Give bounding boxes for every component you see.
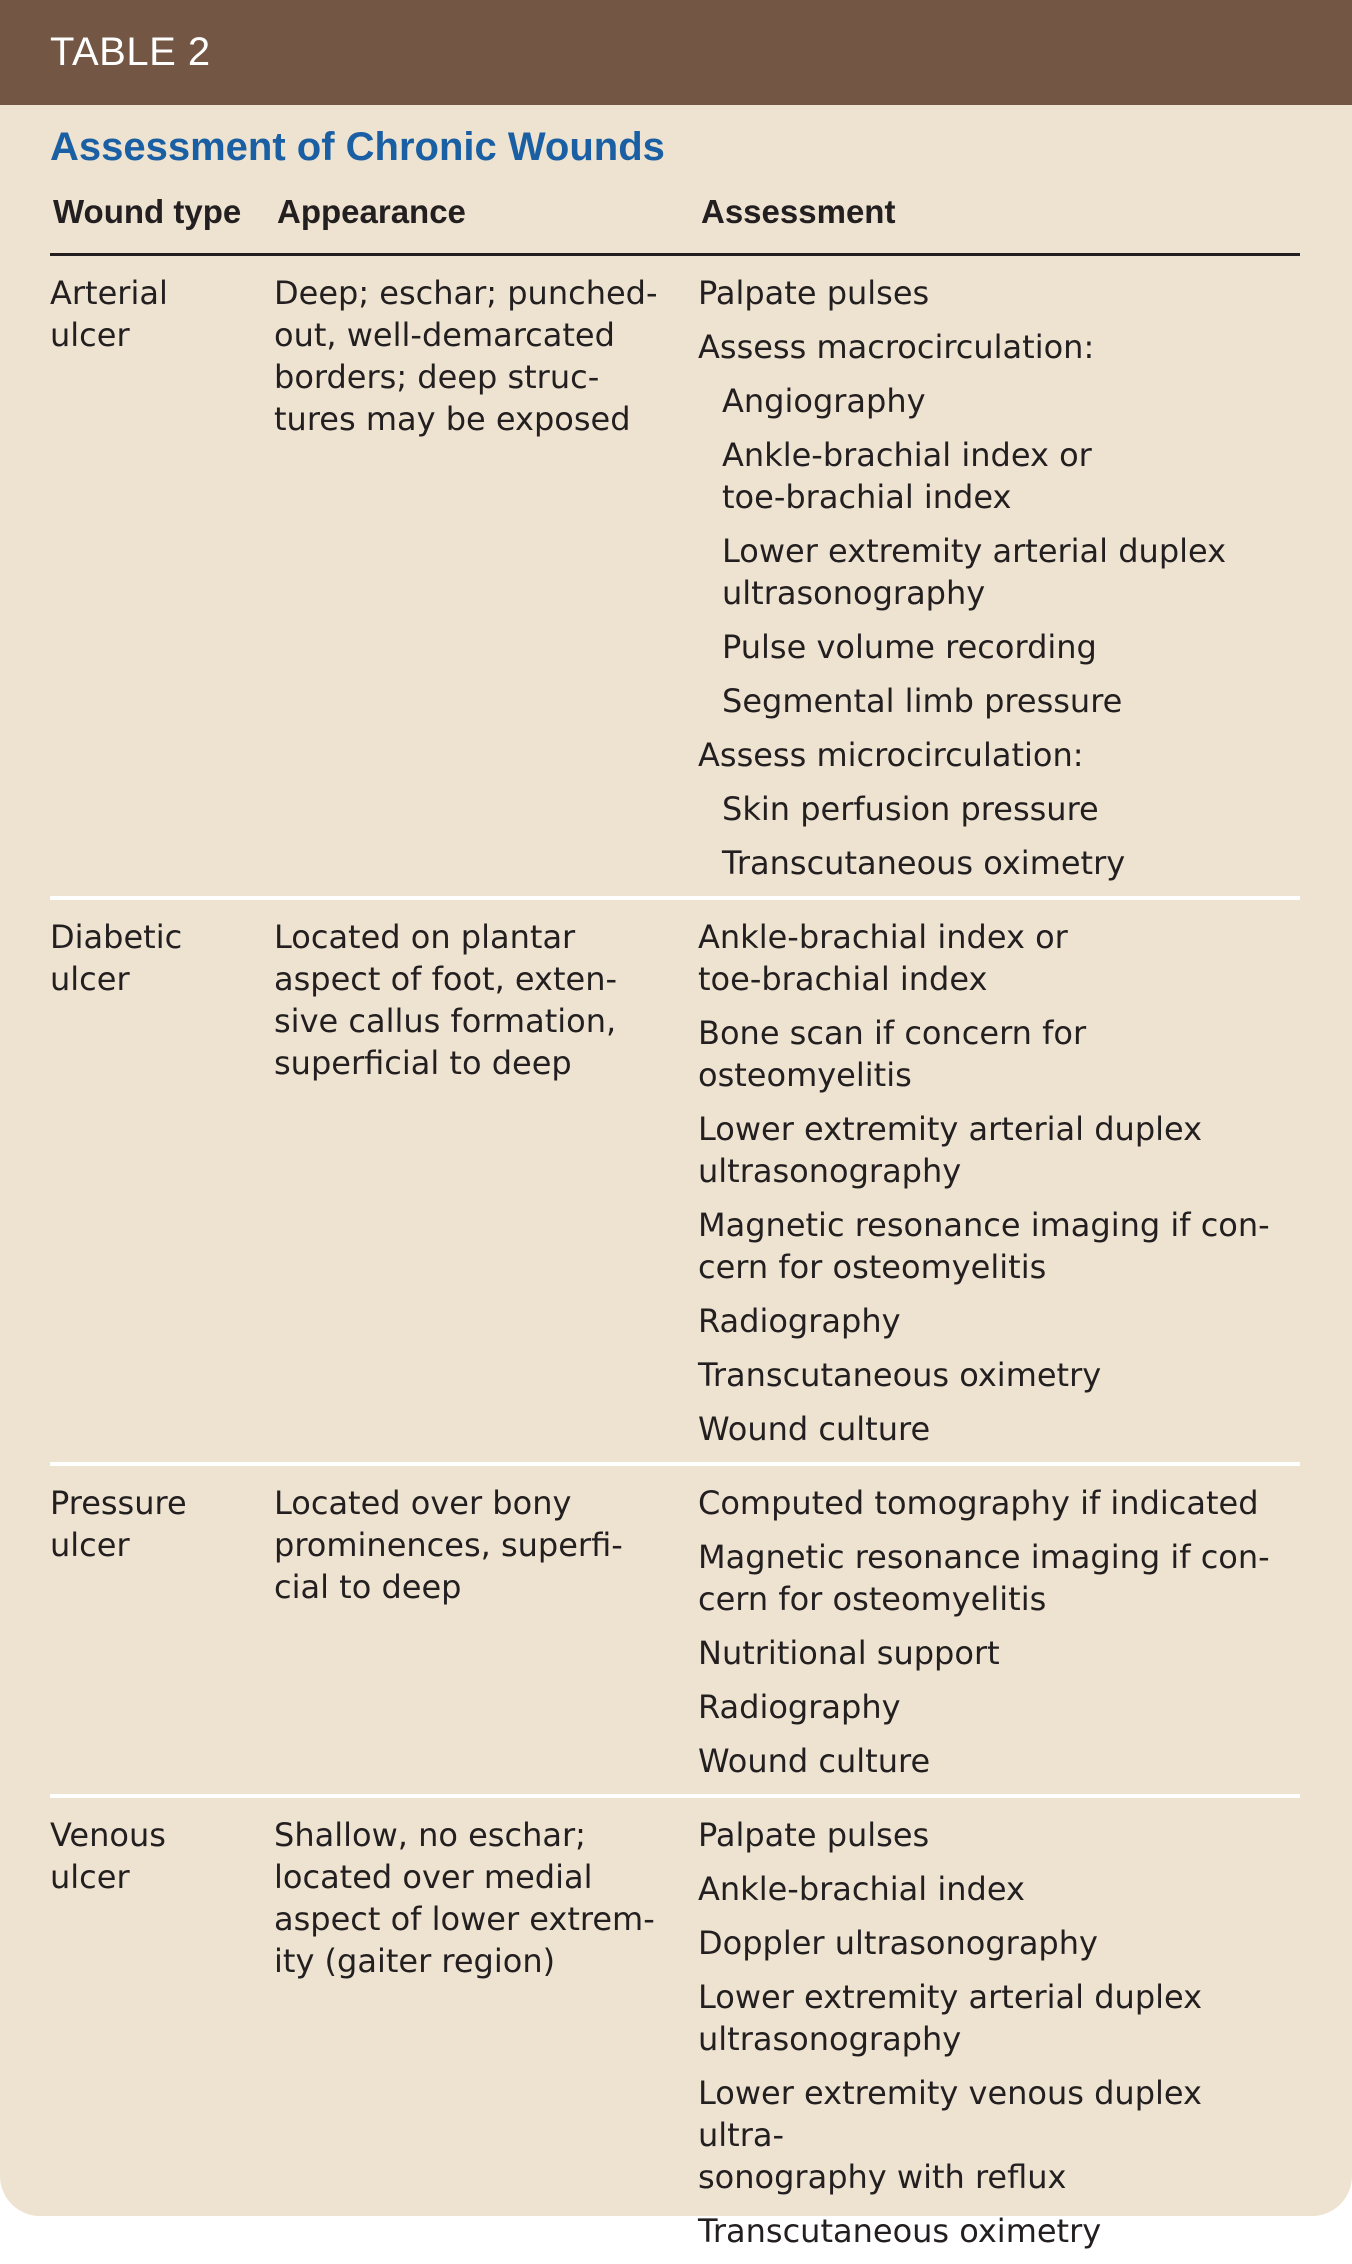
assessment-item: Lower extremity arterial duplex ultrasonography bbox=[698, 1110, 1203, 1190]
assessment-item: Lower extremity arterial duplex ultrasonography bbox=[698, 1978, 1203, 2058]
assessment-item: Magnetic resonance imaging if con- cern for osteomyelitis bbox=[698, 1538, 1270, 1618]
wound-type-cell: Arterial ulcer bbox=[50, 274, 168, 354]
table-title: Assessment of Chronic Wounds bbox=[50, 125, 665, 169]
wound-type-cell: Venous ulcer bbox=[50, 1816, 166, 1896]
assessment-item: Wound culture bbox=[698, 1742, 931, 1780]
assessment-item: Wound culture bbox=[698, 1410, 931, 1448]
column-header-wound-type: Wound type bbox=[53, 193, 242, 230]
assessment-item: Ankle-brachial index bbox=[698, 1870, 1025, 1908]
table-row bbox=[50, 896, 1300, 1462]
assessment-cell bbox=[698, 1482, 1298, 1782]
assessment-cell bbox=[698, 272, 1298, 884]
assessment-subitem: Skin perfusion pressure bbox=[722, 790, 1099, 828]
table-body bbox=[50, 256, 1300, 2264]
assessment-subitem: Pulse volume recording bbox=[722, 628, 1097, 666]
assessment-subitem: Segmental limb pressure bbox=[722, 682, 1123, 720]
table-header-bar bbox=[0, 0, 1352, 105]
assessment-item: Lower extremity venous duplex ultra- sonography with reflux bbox=[698, 2074, 1202, 2196]
assessment-item: Nutritional support bbox=[698, 1634, 1000, 1672]
table-row bbox=[50, 256, 1300, 896]
wound-type-cell: Diabetic ulcer bbox=[50, 918, 183, 998]
assessment-item: Magnetic resonance imaging if con- cern for osteomyelitis bbox=[698, 1206, 1270, 1286]
appearance-cell: Deep; eschar; punched- out, well-demarcated borders; deep struc- tures may be exposed bbox=[274, 274, 658, 438]
assessment-subitem: Transcutaneous oximetry bbox=[722, 844, 1126, 882]
assessment-item: Doppler ultrasonography bbox=[698, 1924, 1098, 1962]
assessment-item: Radiography bbox=[698, 1688, 901, 1726]
appearance-cell: Located over bony prominences, superfi- cial to deep bbox=[274, 1484, 623, 1606]
table-row bbox=[50, 1462, 1300, 1794]
column-headers bbox=[50, 193, 1300, 256]
assessment-item: Assess microcirculation: bbox=[698, 736, 1084, 774]
assessment-item: Bone scan if concern for osteomyelitis bbox=[698, 1014, 1087, 1094]
appearance-cell: Located on plantar aspect of foot, exten- sive callus formation, superficial to deep bbox=[274, 918, 618, 1082]
wound-type-cell: Pressure ulcer bbox=[50, 1484, 187, 1564]
appearance-cell: Shallow, no eschar; located over medial aspect of lower extrem- ity (gaiter region) bbox=[274, 1816, 655, 1980]
column-header-assessment: Assessment bbox=[701, 193, 896, 230]
assessment-subitem: Angiography bbox=[722, 382, 926, 420]
assessment-item: Computed tomography if indicated bbox=[698, 1484, 1259, 1522]
assessment-item: Ankle-brachial index or toe-brachial index bbox=[698, 918, 1068, 998]
assessment-cell bbox=[698, 1814, 1298, 2252]
assessment-subitem: Ankle-brachial index or toe-brachial index bbox=[722, 436, 1092, 516]
assessment-cell bbox=[698, 916, 1298, 1450]
assessment-item: Palpate pulses bbox=[698, 274, 930, 312]
table-label: TABLE 2 bbox=[50, 30, 211, 74]
assessment-item: Transcutaneous oximetry bbox=[698, 2212, 1102, 2250]
column-header-appearance: Appearance bbox=[277, 193, 466, 230]
assessment-item: Assess macrocirculation: bbox=[698, 328, 1095, 366]
assessment-item: Radiography bbox=[698, 1302, 901, 1340]
assessment-subitem: Lower extremity arterial duplex ultrasonography bbox=[722, 532, 1227, 612]
assessment-item: Palpate pulses bbox=[698, 1816, 930, 1854]
table-row bbox=[50, 1794, 1300, 2264]
assessment-item: Transcutaneous oximetry bbox=[698, 1356, 1102, 1394]
